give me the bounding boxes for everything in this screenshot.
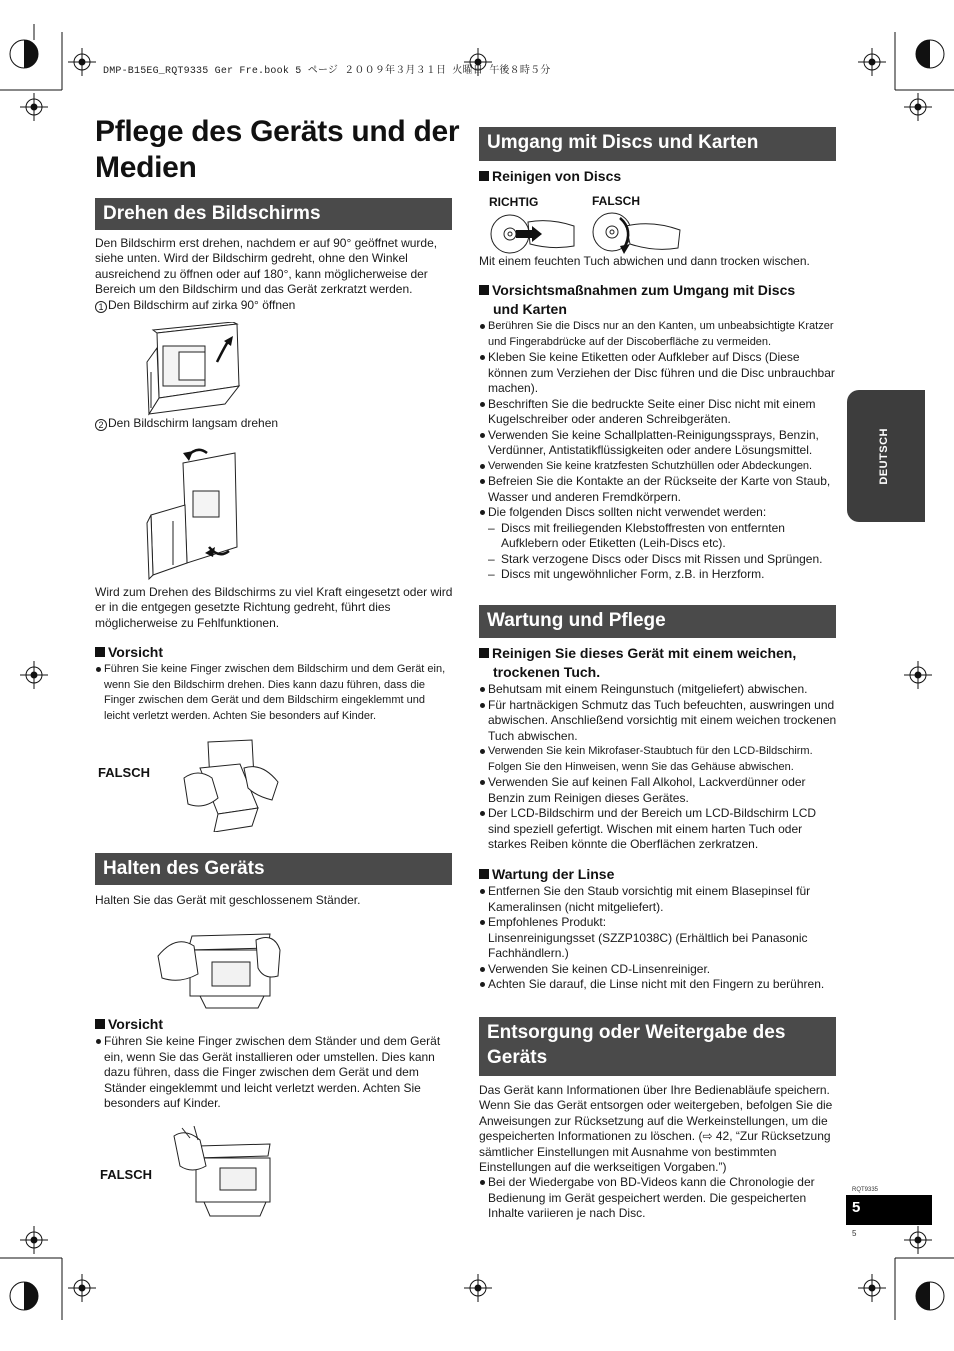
- vorsicht-list-drehen: [95, 662, 453, 724]
- step-number: 2: [95, 419, 107, 431]
- step-text: Den Bildschirm langsam drehen: [108, 416, 279, 430]
- wartung-list: [479, 682, 841, 853]
- list-item: Entfernen Sie den Staub vorsichtig mit einem Blasepinsel für Kameralinsen (nicht mitgeliefert).: [479, 884, 841, 915]
- section-heading-halten: Halten des Geräts: [95, 853, 452, 885]
- page-number: 5: [852, 1199, 861, 1216]
- list-item: Führen Sie keine Finger zwischen dem Ständer und dem Gerät ein, wenn Sie das Gerät installieren oder umstellen. Dies kann dazu führen, dass die Finger zwischen dem Gerät und dem Ständer eingeklemmt und leicht verletzt werden. Achten Sie besonders auf Kinder.: [95, 1034, 453, 1112]
- list-item: Für hartnäckigen Schmutz das Tuch befeuchten, auswringen und abwischen. Anschließend vorsichtig mit einem weichen trockenen Tuch abwischen.: [479, 698, 841, 745]
- list-item: Führen Sie keine Finger zwischen dem Bildschirm und dem Gerät ein, wenn Sie den Bildschirm drehen. Dies kann dazu führen, dass die Finger zwischen dem Gerät und dem Bildschirm eingeklemmt und leicht verletzt werden. Achten Sie besonders auf Kinder.: [95, 662, 453, 724]
- falsch-label: FALSCH: [100, 1167, 152, 1182]
- wrong-stand-illustration: [170, 1126, 280, 1222]
- richtig-label: RICHTIG: [489, 195, 539, 209]
- page-number-box: [846, 1195, 932, 1225]
- linse-heading: Wartung der Linse: [479, 865, 614, 884]
- linse-list: [479, 884, 841, 993]
- wrong-finger-illustration: [178, 738, 282, 832]
- vorsicht-heading-drehen: Vorsicht: [95, 643, 163, 662]
- list-item: Bei der Wiedergabe von BD-Videos kann die Chronologie der Bedienung im Gerät gespeichert werden. Die gespeicherten Inhalte variieren je nach Disc.: [479, 1175, 841, 1222]
- rqt-code: RQT9335: [852, 1187, 879, 1193]
- language-tab: DEUTSCH: [847, 390, 925, 522]
- list-item: Beschriften Sie die bedruckte Seite einer Disc nicht mit einem Kugelschreiber oder anderen Schreibgeräten.: [479, 397, 841, 428]
- drehen-step-1: [95, 298, 455, 313]
- square-bullet-icon: [479, 869, 489, 879]
- device-rotate-illustration: [143, 443, 243, 583]
- list-item: Behutsam mit einem Reingunstuch (mitgeliefert) abwischen.: [479, 682, 841, 698]
- page-number-small: 5: [852, 1229, 857, 1238]
- list-item: Verwenden Sie keine kratzfesten Schutzhüllen oder Abdeckungen.: [479, 459, 841, 475]
- umgang-list: [479, 319, 841, 583]
- list-item: Die folgenden Discs sollten nicht verwendet werden:: [479, 505, 841, 521]
- list-item: Empfohlenes Produkt:: [479, 915, 841, 931]
- square-bullet-icon: [95, 1019, 105, 1029]
- step-text: Den Bildschirm auf zirka 90° öffnen: [108, 298, 296, 312]
- recommended-product: Linsenreinigungsset (SZZP1038C) (Erhältlich bei Panasonic Fachhändlern.): [488, 930, 808, 960]
- vorsicht-discs-heading: Vorsichtsmaßnahmen zum Umgang mit Discs und Karten: [479, 281, 819, 318]
- disc-cleaning-correct-illustration: [488, 212, 578, 254]
- falsch-label: FALSCH: [98, 765, 150, 780]
- device-open-illustration: [145, 322, 255, 418]
- square-bullet-icon: [95, 647, 105, 657]
- vorsicht-list-halten: [95, 1034, 453, 1112]
- entsorgung-list: [479, 1175, 841, 1222]
- drehen-warning: Wird zum Drehen des Bildschirms zu viel Kraft eingesetzt oder wird er in die entgegen gesetzte Richtung gedreht, führt dies möglicherweise zu Fehlfunktionen.: [95, 585, 453, 630]
- drehen-intro: Den Bildschirm erst drehen, nachdem er auf 90° geöffnet wurde, siehe unten. Wird der Bildschirm gedreht, ohne den Winkel ausreichend zu öffnen oder auf 180°, kann möglicherweise der Bereich um den Bildschirm und das Gerät zerkratzt werden.: [95, 236, 438, 297]
- printer-info-line: DMP-B15EG_RQT9335 Ger Fre.book 5 ページ ２００９年３月３１日 火曜日 午後８時５分: [103, 66, 551, 77]
- reinigen-geraet-heading: Reinigen Sie dieses Gerät mit einem weichen, trockenen Tuch.: [479, 644, 819, 681]
- section-heading-entsorgung: Entsorgung oder Weitergabe des Geräts: [479, 1017, 836, 1076]
- list-item: – Discs mit freiliegenden Klebstoffresten von entfernten Aufklebern oder Etiketten (Leih-Discs etc).: [479, 521, 841, 552]
- vorsicht-heading-halten: Vorsicht: [95, 1015, 163, 1034]
- step-number: 1: [95, 301, 107, 313]
- list-item: Der LCD-Bildschirm und der Bereich um LCD-Bildschirm LCD sind speziell gefertigt. Wischen mit einem harten Tuch oder starkes Reiben könnte die Oberflächen zerkratzen.: [479, 806, 841, 853]
- entsorgung-intro: Das Gerät kann Informationen über Ihre Bedienabläufe speichern. Wenn Sie das Gerät entsorgen oder weitergeben, befolgen Sie die Anweisungen zur Rücksetzung auf die Werkeinstellungen, um die gespeicherten Informationen zu löschen. (⇨ 42, “Zur Rücksetzung sämtlicher Einstellungen mit Ausnahme von bestimmten Einstellungen auf die werkseitigen Vorgaben.”): [479, 1083, 833, 1175]
- list-item: Verwenden Sie keinen CD-Linsenreiniger.: [479, 962, 841, 978]
- list-item: Befreien Sie die Kontakte an der Rückseite der Karte von Staub, Wasser und anderen Fremdkörpern.: [479, 474, 841, 505]
- drehen-step-2: [95, 416, 455, 431]
- list-item: Berühren Sie die Discs nur an den Kanten, um unbeabsichtigte Kratzer und Fingerabdrücke auf der Discoberfläche zu vermeiden.: [479, 319, 841, 350]
- list-item: Verwenden Sie keine Schallplatten-Reinigungssprays, Benzin, Verdünner, Antistatikflüssigkeiten oder andere Lösungsmittel.: [479, 428, 841, 459]
- list-item: Verwenden Sie kein Mikrofaser-Staubtuch für den LCD-Bildschirm. Folgen Sie den Hinweisen, wenn Sie das Gehäuse abwischen.: [479, 744, 841, 775]
- square-bullet-icon: [479, 285, 489, 295]
- square-bullet-icon: [479, 171, 489, 181]
- section-heading-umgang: Umgang mit Discs und Karten: [479, 127, 836, 161]
- list-item: – Discs mit ungewöhnlicher Form, z.B. in Herzform.: [479, 567, 841, 583]
- device-holding-illustration: [152, 920, 282, 1012]
- reinigen-discs-text: Mit einem feuchten Tuch abwichen und dann trocken wischen.: [479, 254, 810, 268]
- halten-intro: Halten Sie das Gerät mit geschlossenem Ständer.: [95, 893, 361, 907]
- reinigen-discs-heading: Reinigen von Discs: [479, 167, 621, 186]
- section-heading-drehen: Drehen des Bildschirms: [95, 198, 452, 230]
- falsch-label: FALSCH: [592, 194, 640, 208]
- square-bullet-icon: [479, 648, 489, 658]
- disc-cleaning-wrong-illustration: [590, 210, 682, 256]
- list-item: Kleben Sie keine Etiketten oder Aufkleber auf Discs (Diese können zum Verziehen der Disc führen und die Disc unbrauchbar machen).: [479, 350, 841, 397]
- section-heading-wartung: Wartung und Pflege: [479, 605, 836, 638]
- list-item: – Stark verzogene Discs oder Discs mit Rissen und Sprüngen.: [479, 552, 841, 568]
- list-item: Verwenden Sie auf keinen Fall Alkohol, Lackverdünner oder Benzin zum Reinigen dieses Gerätes.: [479, 775, 841, 806]
- list-item: Achten Sie darauf, die Linse nicht mit den Fingern zu berühren.: [479, 977, 841, 993]
- page-title: Pflege des Geräts und der Medien: [95, 115, 460, 184]
